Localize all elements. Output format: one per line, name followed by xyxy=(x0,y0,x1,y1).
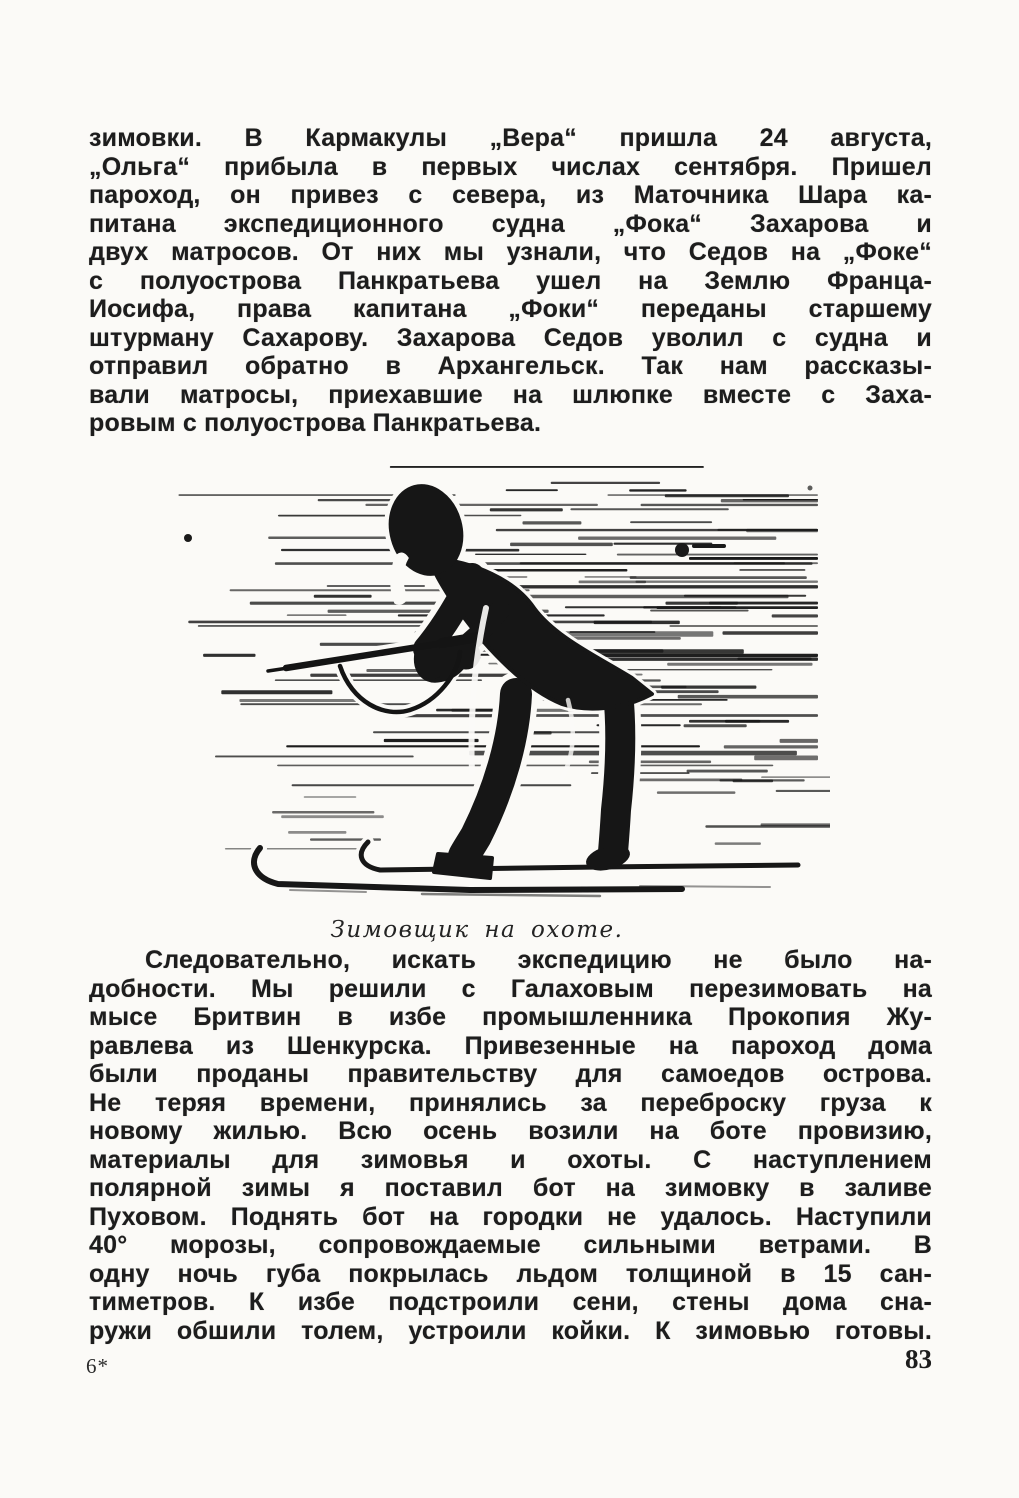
text-line: штурману Сахарову. Захарова Седов уволил с судна и xyxy=(89,323,932,352)
hunter-on-skis-drawing xyxy=(170,458,830,900)
text-line: новому жилью. Всю осень возили на боте провизию, xyxy=(89,1117,932,1145)
text-line: зимовки. В Кармакулы „Вера“ пришла 24 августа, xyxy=(89,124,932,152)
text-line: одну ночь губа покрылась льдом толщиной в 15 сан- xyxy=(89,1259,932,1288)
text-line: отправил обратно в Архангельск. Так нам рассказы- xyxy=(89,352,932,380)
text-line: пароход, он привез с севера, из Маточника Шара ка- xyxy=(89,181,932,209)
signature-mark: 6* xyxy=(86,1354,109,1378)
text-line: с полуострова Панкратьева ушел на Землю Франца- xyxy=(89,266,932,295)
text-line: добности. Мы решили с Галаховым перезимовать на xyxy=(89,974,932,1003)
text-line: 40° морозы, сопровождаемые сильными ветрами. В xyxy=(89,1231,932,1259)
page-number: 83 xyxy=(905,1344,932,1374)
hunter-on-skis-illustration xyxy=(170,458,830,900)
illustration-caption: Зимовщик на охоте. xyxy=(330,917,624,943)
text-line: Пуховом. Поднять бот на городки не удалось. Наступили xyxy=(89,1202,932,1231)
text-line: вали матросы, приехавшие на шлюпке вместе с Заха- xyxy=(89,380,932,409)
text-line: были проданы правительству для самоедов острова. xyxy=(89,1060,932,1088)
text-line: мысе Бритвин в избе промышленника Прокопия Жу- xyxy=(89,1003,932,1031)
text-line: ровым с полуострова Панкратьева. xyxy=(89,409,542,437)
text-line: полярной зимы я поставил бот на зимовку в заливе xyxy=(89,1174,932,1202)
text-line: Следовательно, искать экспедицию не было на- xyxy=(145,946,932,974)
face-highlight xyxy=(391,553,408,604)
text-line: Иосифа, права капитана „Фоки“ переданы старшему xyxy=(89,295,932,323)
text-line: „Ольга“ прибыла в первых числах сентября. Пришел xyxy=(89,152,932,181)
paragraph-bottom xyxy=(89,946,932,1345)
text-line: Не теряя времени, принялись за переброску груза к xyxy=(89,1088,932,1117)
text-line: равлева из Шенкурска. Привезенные на пароход дома xyxy=(89,1031,932,1060)
text-line: тиметров. К избе подстроили сени, стены дома сна- xyxy=(89,1288,932,1316)
text-line: двух матросов. От них мы узнали, что Седов на „Фоке“ xyxy=(89,238,932,266)
text-line: материалы для зимовья и охоты. С наступлением xyxy=(89,1145,932,1174)
text-line: питана экспедиционного судна „Фока“ Захарова и xyxy=(89,209,932,238)
text-line: ружи обшили толем, устроили койки. К зимовью готовы. xyxy=(89,1316,932,1345)
paragraph-top xyxy=(89,124,932,438)
